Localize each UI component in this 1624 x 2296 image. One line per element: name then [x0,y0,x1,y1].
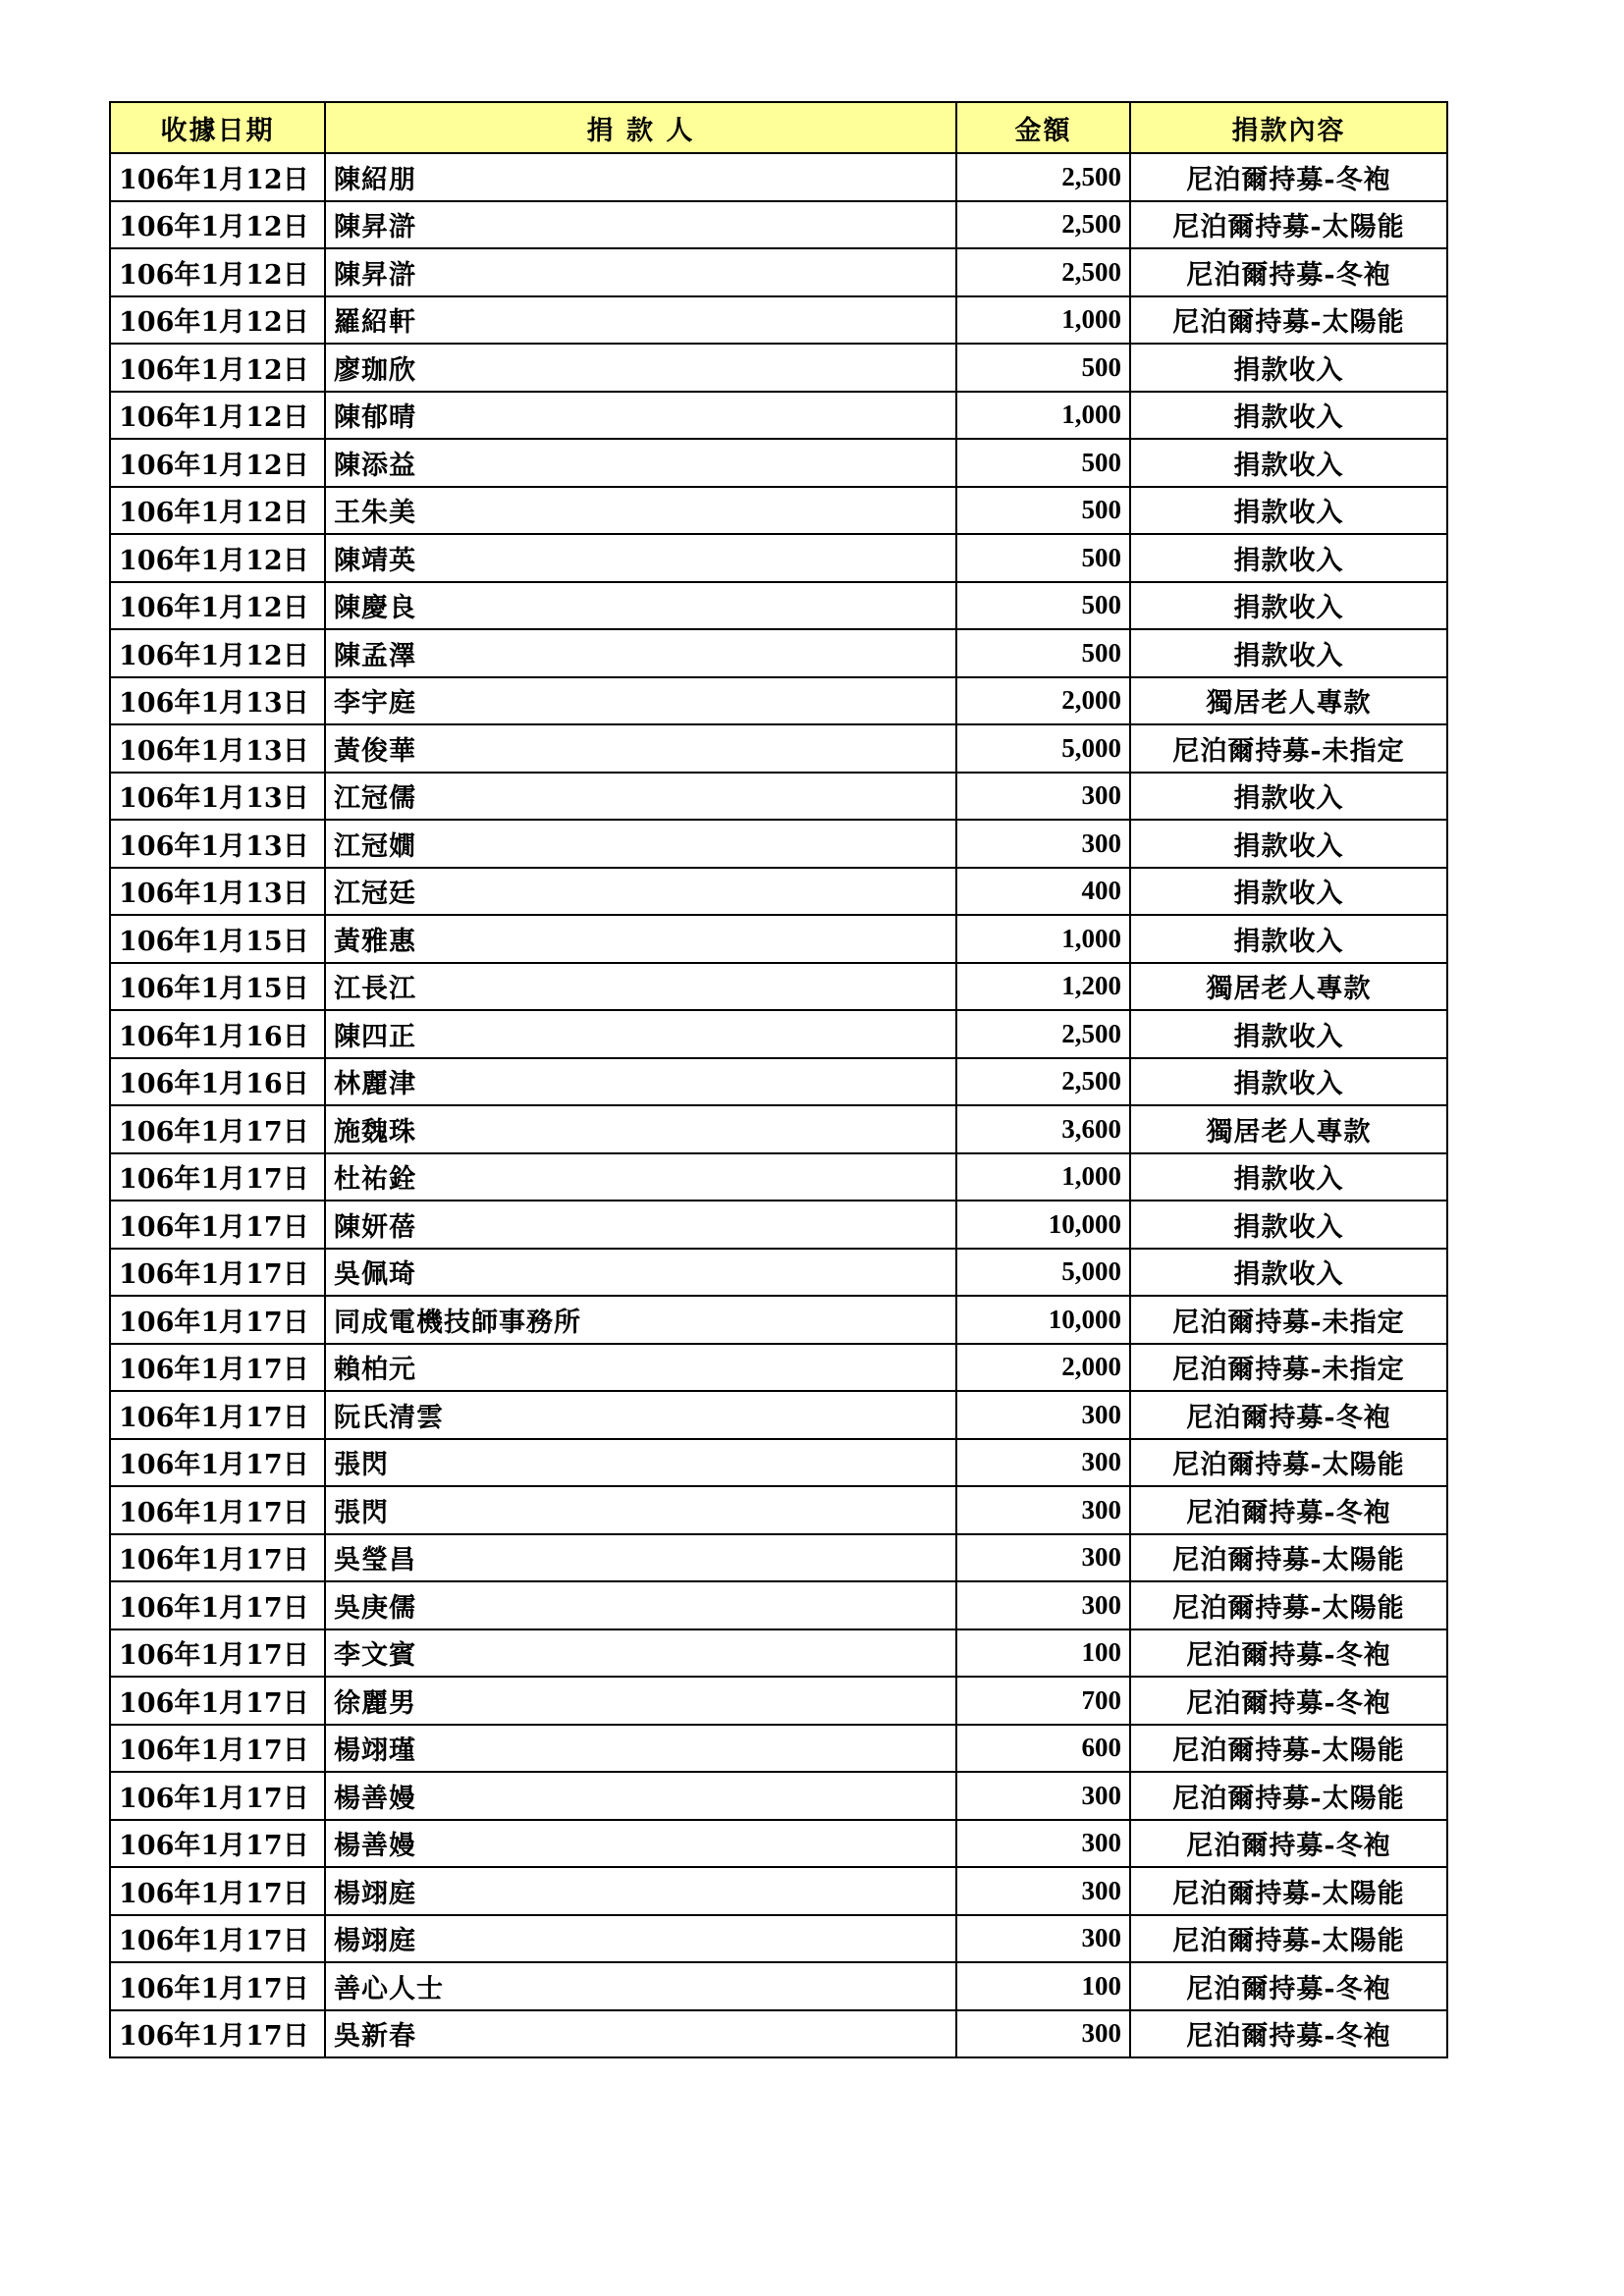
table-row [110,392,1447,440]
cell-amount: 100 [956,1629,1130,1678]
table-body [110,153,1447,2057]
table-row [110,1534,1447,1582]
cell-amount: 600 [956,1725,1130,1773]
table-row [110,1058,1447,1106]
cell-date: 106年1月13日 [110,773,325,821]
header-content: 捐款內容 [1130,102,1447,153]
cell-donor: 楊善嫚 [325,1772,956,1820]
cell-content: 尼泊爾持募-冬袍 [1130,248,1447,296]
cell-amount: 1,000 [956,392,1130,440]
cell-date: 106年1月15日 [110,915,325,963]
table-row [110,1915,1447,1963]
table-row [110,1725,1447,1773]
cell-date: 106年1月12日 [110,201,325,249]
cell-date: 106年1月17日 [110,1867,325,1915]
table-row [110,773,1447,821]
cell-date: 106年1月12日 [110,153,325,201]
cell-donor: 廖珈欣 [325,344,956,392]
cell-date: 106年1月12日 [110,629,325,677]
cell-donor: 吳瑩昌 [325,1534,956,1582]
cell-amount: 700 [956,1677,1130,1725]
cell-donor: 施魏珠 [325,1105,956,1153]
cell-date: 106年1月17日 [110,1439,325,1487]
table-row [110,963,1447,1011]
cell-content: 捐款收入 [1130,392,1447,440]
cell-content: 捐款收入 [1130,487,1447,535]
table-row [110,868,1447,916]
cell-content: 捐款收入 [1130,773,1447,821]
cell-date: 106年1月12日 [110,296,325,345]
cell-amount: 500 [956,439,1130,487]
cell-date: 106年1月12日 [110,439,325,487]
cell-amount: 500 [956,487,1130,535]
cell-amount: 500 [956,534,1130,582]
cell-content: 尼泊爾持募-冬袍 [1130,1677,1447,1725]
cell-amount: 500 [956,344,1130,392]
cell-content: 尼泊爾持募-冬袍 [1130,1629,1447,1678]
table-row [110,1153,1447,1201]
cell-date: 106年1月17日 [110,1820,325,1868]
cell-content: 尼泊爾持募-太陽能 [1130,201,1447,249]
cell-amount: 1,000 [956,296,1130,345]
cell-date: 106年1月12日 [110,248,325,296]
cell-content: 尼泊爾持募-太陽能 [1130,1725,1447,1773]
cell-donor: 張閃 [325,1439,956,1487]
cell-donor: 黃俊華 [325,724,956,773]
cell-amount: 2,500 [956,248,1130,296]
cell-date: 106年1月17日 [110,1201,325,1249]
table-row [110,1820,1447,1868]
cell-amount: 2,500 [956,153,1130,201]
cell-amount: 2,000 [956,677,1130,725]
cell-donor: 阮氏清雲 [325,1391,956,1439]
cell-content: 捐款收入 [1130,1010,1447,1058]
cell-date: 106年1月16日 [110,1010,325,1058]
cell-amount: 10,000 [956,1201,1130,1249]
cell-content: 捐款收入 [1130,1249,1447,1297]
cell-content: 捐款收入 [1130,868,1447,916]
cell-date: 106年1月17日 [110,1391,325,1439]
cell-date: 106年1月17日 [110,1486,325,1534]
cell-date: 106年1月13日 [110,677,325,725]
cell-date: 106年1月17日 [110,1629,325,1678]
cell-date: 106年1月17日 [110,1249,325,1297]
cell-amount: 300 [956,2010,1130,2058]
cell-donor: 陳靖英 [325,534,956,582]
cell-amount: 10,000 [956,1296,1130,1344]
cell-amount: 300 [956,1486,1130,1534]
cell-amount: 500 [956,582,1130,630]
cell-donor: 陳慶良 [325,582,956,630]
cell-amount: 300 [956,1867,1130,1915]
cell-content: 捐款收入 [1130,344,1447,392]
table-row [110,629,1447,677]
cell-amount: 300 [956,820,1130,868]
cell-date: 106年1月13日 [110,820,325,868]
table-row [110,1677,1447,1725]
cell-content: 獨居老人專款 [1130,963,1447,1011]
table-row [110,201,1447,249]
cell-amount: 2,500 [956,201,1130,249]
cell-content: 尼泊爾持募-冬袍 [1130,1391,1447,1439]
cell-donor: 陳昇滸 [325,248,956,296]
cell-amount: 2,500 [956,1010,1130,1058]
table-row [110,296,1447,345]
cell-date: 106年1月12日 [110,534,325,582]
table-row [110,1486,1447,1534]
cell-date: 106年1月16日 [110,1058,325,1106]
table-row [110,582,1447,630]
cell-content: 捐款收入 [1130,629,1447,677]
donation-sheet [109,101,1446,2058]
table-row [110,1105,1447,1153]
cell-donor: 陳妍蓓 [325,1201,956,1249]
cell-date: 106年1月17日 [110,1677,325,1725]
cell-amount: 300 [956,1439,1130,1487]
cell-amount: 1,200 [956,963,1130,1011]
cell-amount: 300 [956,1820,1130,1868]
cell-date: 106年1月13日 [110,724,325,773]
table-row [110,153,1447,201]
cell-content: 捐款收入 [1130,582,1447,630]
cell-donor: 江冠廷 [325,868,956,916]
cell-donor: 吳新春 [325,2010,956,2058]
table-row [110,1201,1447,1249]
cell-content: 獨居老人專款 [1130,1105,1447,1153]
cell-donor: 楊翊庭 [325,1867,956,1915]
table-row [110,915,1447,963]
cell-donor: 陳四正 [325,1010,956,1058]
cell-date: 106年1月13日 [110,868,325,916]
table-row [110,1391,1447,1439]
cell-content: 捐款收入 [1130,915,1447,963]
table-row [110,1249,1447,1297]
cell-date: 106年1月15日 [110,963,325,1011]
donation-table [109,101,1448,2058]
cell-date: 106年1月17日 [110,1772,325,1820]
cell-donor: 王朱美 [325,487,956,535]
cell-amount: 300 [956,1391,1130,1439]
cell-date: 106年1月12日 [110,344,325,392]
table-row [110,677,1447,725]
cell-content: 捐款收入 [1130,534,1447,582]
cell-donor: 李文賓 [325,1629,956,1678]
cell-date: 106年1月17日 [110,1725,325,1773]
table-row [110,344,1447,392]
header-row [110,102,1447,153]
cell-content: 尼泊爾持募-太陽能 [1130,296,1447,345]
table-row [110,534,1447,582]
cell-donor: 同成電機技師事務所 [325,1296,956,1344]
cell-donor: 陳昇滸 [325,201,956,249]
table-row [110,1867,1447,1915]
cell-date: 106年1月12日 [110,487,325,535]
cell-date: 106年1月17日 [110,1344,325,1392]
table-row [110,439,1447,487]
table-row [110,1344,1447,1392]
cell-content: 捐款收入 [1130,1153,1447,1201]
cell-amount: 300 [956,1915,1130,1963]
cell-amount: 300 [956,1772,1130,1820]
cell-donor: 羅紹軒 [325,296,956,345]
cell-donor: 林麗津 [325,1058,956,1106]
cell-donor: 陳添益 [325,439,956,487]
cell-amount: 2,000 [956,1344,1130,1392]
cell-amount: 300 [956,1581,1130,1629]
cell-donor: 吳佩琦 [325,1249,956,1297]
cell-amount: 5,000 [956,724,1130,773]
cell-donor: 楊善嫚 [325,1820,956,1868]
cell-date: 106年1月17日 [110,1915,325,1963]
cell-content: 尼泊爾持募-太陽能 [1130,1534,1447,1582]
cell-date: 106年1月17日 [110,1296,325,1344]
cell-content: 尼泊爾持募-太陽能 [1130,1772,1447,1820]
cell-amount: 3,600 [956,1105,1130,1153]
table-row [110,1962,1447,2010]
cell-content: 尼泊爾持募-冬袍 [1130,1962,1447,2010]
cell-content: 尼泊爾持募-未指定 [1130,724,1447,773]
cell-amount: 2,500 [956,1058,1130,1106]
table-row [110,1629,1447,1678]
cell-donor: 徐麗男 [325,1677,956,1725]
cell-content: 尼泊爾持募-未指定 [1130,1296,1447,1344]
cell-donor: 陳孟澤 [325,629,956,677]
cell-amount: 1,000 [956,1153,1130,1201]
cell-date: 106年1月17日 [110,2010,325,2058]
cell-donor: 江冠儒 [325,773,956,821]
cell-date: 106年1月12日 [110,582,325,630]
header-date: 收據日期 [110,102,325,153]
cell-donor: 杜祐銓 [325,1153,956,1201]
cell-date: 106年1月17日 [110,1534,325,1582]
table-row [110,487,1447,535]
table-row [110,724,1447,773]
cell-content: 捐款收入 [1130,820,1447,868]
cell-content: 尼泊爾持募-太陽能 [1130,1867,1447,1915]
cell-amount: 400 [956,868,1130,916]
cell-amount: 1,000 [956,915,1130,963]
table-row [110,820,1447,868]
table-row [110,1010,1447,1058]
cell-content: 尼泊爾持募-冬袍 [1130,153,1447,201]
cell-content: 尼泊爾持募-冬袍 [1130,1486,1447,1534]
header-donor: 捐 款 人 [325,102,956,153]
table-row [110,1439,1447,1487]
cell-date: 106年1月17日 [110,1581,325,1629]
cell-content: 尼泊爾持募-冬袍 [1130,2010,1447,2058]
table-row [110,2010,1447,2058]
cell-amount: 500 [956,629,1130,677]
cell-donor: 張閃 [325,1486,956,1534]
cell-donor: 賴柏元 [325,1344,956,1392]
cell-content: 尼泊爾持募-太陽能 [1130,1581,1447,1629]
cell-donor: 江長江 [325,963,956,1011]
cell-content: 捐款收入 [1130,1058,1447,1106]
cell-donor: 善心人士 [325,1962,956,2010]
cell-amount: 300 [956,1534,1130,1582]
cell-content: 尼泊爾持募-未指定 [1130,1344,1447,1392]
cell-donor: 江冠嫺 [325,820,956,868]
cell-content: 尼泊爾持募-冬袍 [1130,1820,1447,1868]
cell-date: 106年1月12日 [110,392,325,440]
cell-donor: 陳紹朋 [325,153,956,201]
cell-donor: 楊翊瑾 [325,1725,956,1773]
cell-amount: 100 [956,1962,1130,2010]
cell-date: 106年1月17日 [110,1105,325,1153]
table-row [110,1296,1447,1344]
cell-date: 106年1月17日 [110,1962,325,2010]
cell-donor: 黃雅惠 [325,915,956,963]
table-row [110,248,1447,296]
cell-content: 獨居老人專款 [1130,677,1447,725]
cell-amount: 300 [956,773,1130,821]
cell-content: 捐款收入 [1130,439,1447,487]
header-amount: 金額 [956,102,1130,153]
cell-donor: 陳郁晴 [325,392,956,440]
cell-date: 106年1月17日 [110,1153,325,1201]
cell-amount: 5,000 [956,1249,1130,1297]
cell-donor: 楊翊庭 [325,1915,956,1963]
table-row [110,1772,1447,1820]
cell-content: 尼泊爾持募-太陽能 [1130,1915,1447,1963]
cell-donor: 吳庚儒 [325,1581,956,1629]
table-row [110,1581,1447,1629]
cell-donor: 李宇庭 [325,677,956,725]
cell-content: 尼泊爾持募-太陽能 [1130,1439,1447,1487]
cell-content: 捐款收入 [1130,1201,1447,1249]
